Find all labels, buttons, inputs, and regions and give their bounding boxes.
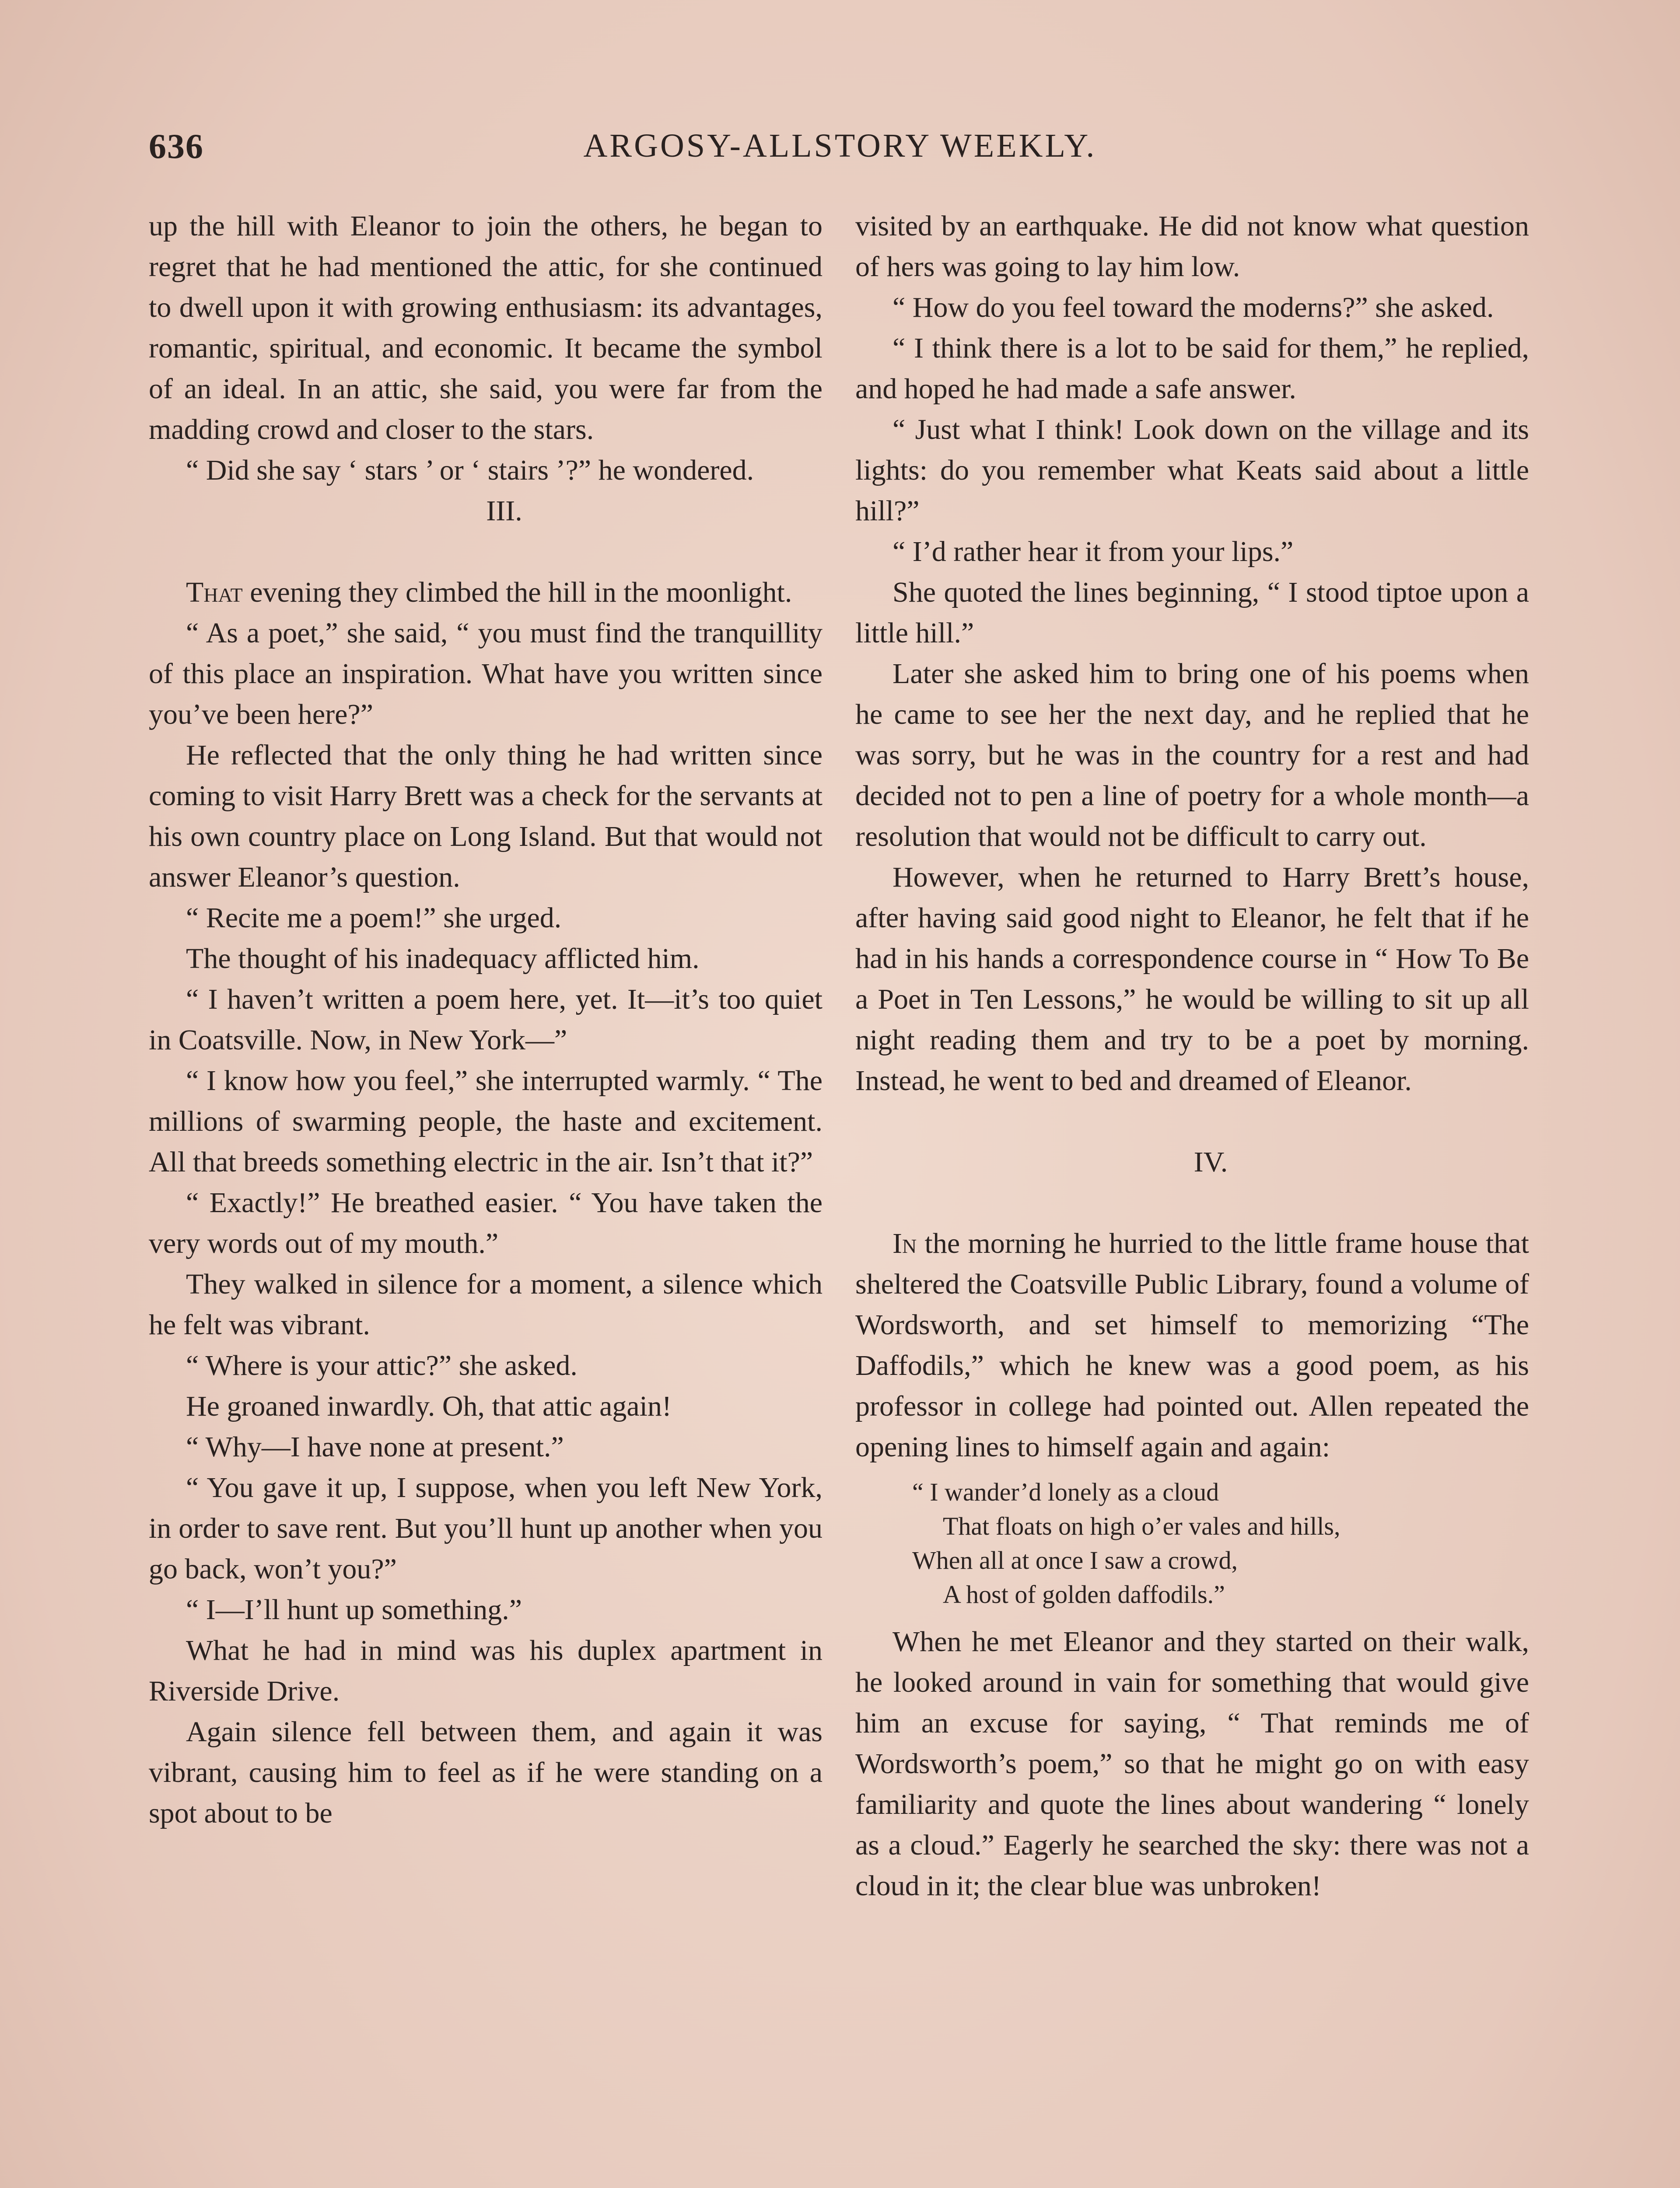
right-column	[855, 206, 1529, 1906]
paragraph: He groaned inwardly. Oh, that attic again!	[186, 1390, 672, 1422]
paragraph: What he had in mind was his duplex apartment in Riverside Drive.	[149, 1634, 822, 1707]
running-head: ARGOSY-ALLSTORY WEEKLY.	[583, 127, 1097, 164]
paragraph: “ How do you feel toward the moderns?” she asked.	[892, 291, 1494, 323]
paragraph: In the morning he hurried to the little frame house that sheltered the Coatsville Public Library, found a volume of Wordsworth, and set himself to memorizing “The Daffodils,” which he knew was a good poem, as his professor in college had pointed out. Allen repeated the opening lines to himself again and again:	[855, 1227, 1529, 1463]
paragraph: “ I’d rather hear it from your lips.”	[892, 536, 1294, 568]
paragraph: However, when he returned to Harry Brett’s house, after having said good night to Eleanor, he felt that if he had in his hands a correspondence course in “ How To Be a Poet in Ten Lessons,” he would be willing to sit up all night reading them and try to be a poet by morning. Instead, he went to bed and dreamed of Eleanor.	[855, 861, 1529, 1097]
poem-line: When all at once I saw a crowd,	[912, 1546, 1238, 1574]
poem-line: That floats on high o’er vales and hills,	[943, 1512, 1340, 1540]
paragraph: The thought of his inadequacy afflicted him.	[186, 943, 700, 975]
paragraph: “ I know how you feel,” she interrupted warmly. “ The millions of swarming people, the haste and excitement. All that breeds something electric in the air. Isn’t that it?”	[149, 1065, 822, 1178]
paragraph: “ I think there is a lot to be said for them,” he replied, and hoped he had made a safe answer.	[855, 332, 1529, 405]
paragraph: “ Exactly!” He breathed easier. “ You have taken the very words out of my mouth.”	[149, 1187, 822, 1259]
paragraph: “ You gave it up, I suppose, when you left New York, in order to save rent. But you’ll hunt up another when you go back, won’t you?”	[149, 1472, 822, 1585]
lead-word: That	[186, 576, 243, 608]
paragraph: up the hill with Eleanor to join the others, he began to regret that he had mentioned the attic, for she continued to dwell upon it with growing enthusiasm: its advantages, romantic, spiritual, and economic. It became the symbol of an ideal. In an attic, she said, you were far from the madding crowd and closer to the stars.	[149, 210, 822, 445]
paragraph: “ Did she say ‘ stars ’ or ‘ stairs ’?” he wondered.	[186, 454, 754, 486]
section-number: III.	[486, 495, 522, 527]
paragraph: She quoted the lines beginning, “ I stood tiptoe upon a little hill.”	[855, 576, 1529, 649]
paragraph: He reflected that the only thing he had written since coming to visit Harry Brett was a check for the servants at his own country place on Long Island. But that would not answer Eleanor’s question.	[149, 739, 822, 893]
lead-word: In	[892, 1227, 917, 1259]
paragraph: When he met Eleanor and they started on their walk, he looked around in vain for something that would give him an excuse for saying, “ That reminds me of Wordsworth’s poem,” so that he might go on with easy familiarity and quote the lines about wandering “ lonely as a cloud.” Eagerly he searched the sky: there was not a cloud in it; the clear blue was unbroken!	[855, 1626, 1529, 1902]
poem-quote	[912, 1475, 1529, 1612]
paragraph: “ I haven’t written a poem here, yet. It—it’s too quiet in Coatsville. Now, in New York—”	[149, 983, 822, 1056]
page-header	[149, 127, 1531, 179]
paragraph: “ Why—I have none at present.”	[186, 1431, 564, 1463]
page-number: 636	[149, 127, 204, 166]
poem-line: A host of golden daffodils.”	[943, 1580, 1225, 1609]
paragraph: “ Where is your attic?” she asked.	[186, 1350, 578, 1382]
paragraph: visited by an earthquake. He did not know what question of hers was going to lay him low.	[855, 210, 1529, 283]
paragraph: “ Just what I think! Look down on the village and its lights: do you remember what Keats said about a little hill?”	[855, 414, 1529, 527]
paragraph: “ Recite me a poem!” she urged.	[186, 902, 562, 934]
paragraph: Again silence fell between them, and again it was vibrant, causing him to feel as if he were standing on a spot about to be	[149, 1716, 822, 1829]
paragraph: That evening they climbed the hill in the moonlight.	[186, 576, 792, 608]
paragraph: “ I—I’ll hunt up something.”	[186, 1594, 522, 1626]
paragraph: Later she asked him to bring one of his poems when he came to see her the next day, and he replied that he was sorry, but he was in the country for a rest and had decided not to pen a line of poetry for a whole month—a resolution that would not be difficult to carry out.	[855, 658, 1529, 852]
paragraph: “ As a poet,” she said, “ you must find the tranquillity of this place an inspiration. What have you written since you’ve been here?”	[149, 617, 822, 730]
poem-line: “ I wander’d lonely as a cloud	[912, 1478, 1219, 1506]
paragraph: They walked in silence for a moment, a silence which he felt was vibrant.	[149, 1268, 822, 1341]
section-number: IV.	[1194, 1146, 1228, 1178]
left-column	[149, 206, 822, 1834]
